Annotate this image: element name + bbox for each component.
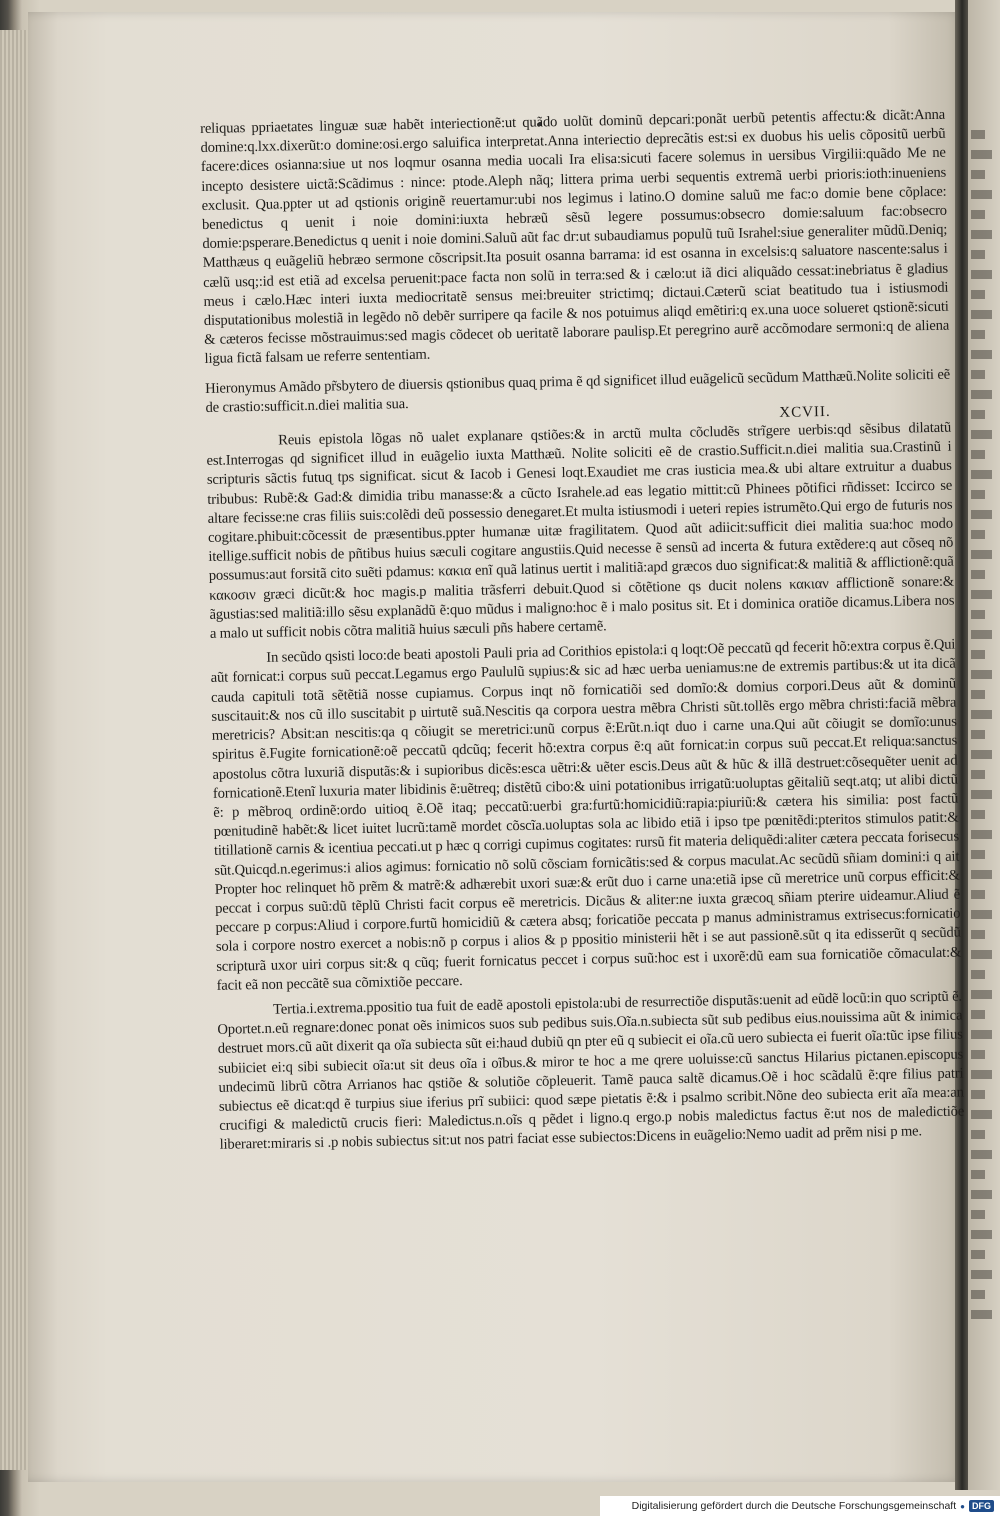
facing-page-text-line: [971, 930, 985, 939]
facing-page-text-line: [971, 730, 985, 739]
facing-page-text-line: [971, 950, 992, 959]
facing-page-text-line: [971, 810, 985, 819]
facing-page-text-line: [971, 1310, 992, 1319]
facing-page-text-line: [971, 710, 992, 719]
facing-page-text-line: [971, 470, 992, 479]
body-paragraph: Reuis epistola lõgas nõ ualet explanare qstiões:& in arctũ multa cõcludẽs strĩgere uerbis:qd sẽsibus dilatatũ est.Interrogas qd significet illud in euãgelio iuxta Matthæũ. Nolite soliciti eẽ de crastio.Sufficit.n.diei malitia sua.Crastinũ i scripturis sãctis futuɋ tps significat. sicut & Iacob i Genesi loqt.Exaudiet me cras iusticia mea.& ubi altare extruitur a duabus tribubus: Rubẽ:& Gad:& dimidia tribu manasse:& a cũcto Israhele.ad eas legatio mittit:cũ Phinees põtifici rñdisset: Iccirco se altare fecisse:ne cras filiis suis:colẽdi deũ possessio denegaret.Et multa istiusmodi i ueteri repies istrumẽto.Qui ergo de futuris nos cogitare.phibuit:cõcessit de præsentibus.ppter humanæ uitæ fragilitatem. Quod aũt adiicit:sufficit diei malitia sua:hoc modo itellige.sufficit nobis de pñtibus huius sæculi cogitare angustiis.Quid necesse ẽ sensũ ad incerta & futura extẽdere:q aut cõseq nõ possumus:aut forsitã cito suẽti pdamus: κακια enĩ quã latinus uertit i malitiã:apd græcos duo significat:& malitiã & afflictionẽ:quã κακοσιν græci dicũt:& hoc magis.p malitia trãsferri debuit.Quod si cõtẽtione qs ducit nolens κακιαν afflictionẽ sonare:& ãgustias:sed malitiã:illo sẽsu explanãdũ ẽ:quo mũdus i maligno:hoc ẽ i malo positus sit. Et i dominica oratiõe dicamus.Libera nos a malo ut sufficit nobis cõtra malitiã huius sæculi pñs habere certamẽ.: [206, 419, 955, 642]
facing-page-text-line: [971, 410, 985, 419]
facing-page-text-line: [971, 490, 985, 499]
facing-page-text-line: [971, 190, 992, 199]
facing-page-text-line: [971, 130, 985, 139]
letter-heading: Hieronymus Amãdo pr̃sbytero de diuersis qstionibus quaɋ prima ẽ qd significet illud euãgelicũ secũdum Matthæũ.Nolite soliciti eẽ de crastio:sufficit.n.diei malitia sua.: [205, 366, 951, 416]
facing-page-text-line: [971, 1090, 985, 1099]
facing-page-text-line: [971, 1070, 992, 1079]
facing-page-text-line: [971, 790, 992, 799]
facing-page: [968, 0, 1000, 1490]
facing-page-text-line: [971, 970, 985, 979]
facing-page-text-line: [971, 890, 985, 899]
facing-page-text-line: [971, 1010, 985, 1019]
facing-page-text-line: [971, 590, 992, 599]
facing-page-text-line: [971, 370, 985, 379]
facing-page-text-line: [971, 550, 992, 559]
facing-page-text-line: [971, 150, 992, 159]
facing-page-text-line: [971, 630, 992, 639]
facing-page-text-line: [971, 210, 985, 219]
facing-page-text-line: [971, 530, 985, 539]
facing-page-text-line: [971, 310, 992, 319]
facing-page-text-line: [971, 1050, 985, 1059]
facing-page-text-line: [971, 1030, 992, 1039]
facing-page-text-line: [971, 230, 992, 239]
facing-page-text-line: [971, 350, 992, 359]
facing-page-text-line: [971, 430, 992, 439]
facing-page-text-line: [971, 510, 992, 519]
facing-page-text-line: [971, 1250, 985, 1259]
facing-page-text-line: [971, 690, 985, 699]
opening-paragraph: reliquas ppriaetates linguæ suæ habẽt interiectionẽ:ut quãdo uolũt dominũ depcari:ponãt uerbũ petentis affectu:& dicãt:Anna domine:q.lxx.dixerũt:o domine:osi.ergo saluifica interpretat.Anna interiectio deprecãtis est:si ex duobus his uelis cõpositũ uerbũ facere:dices osianna:siue ut nos loqmur osanna media uocali Ira elisa:sicuti facere solemus in uersibus Virgilii:quãdo Me ne incepto desistere uictã:Scãdimus : nince: ptode.Aleph nãq; littera prima uerbi sequentis extremã uerbi prioris:ioth:inueniens exclusit. Qua.ppter ut ad qstionis originẽ reuertamur:ubi nos legimus i latino.O domine saluũ me fac:o domie bene cõplace: benedictus q uenit i noie domini:iuxta hebræũ sẽsũ legere possumus:obsecro domie:saluum fac:obsecro domie:psperare.Benedictus q uenit i noie domini.Saluũ aũt fac dr:ut subaudiamus populũ tuũ Israhel:siue generaliter mũdũ.Deniq; Matthæus q euãgeliũ hebræo sermone cõscripsit.Ita posuit osanna barrama: id est osanna in excelsis:q saluatore nascente:salus i cælũ usq;:id est etiã ad excelsa peruenit:pace facta non solũ in terra:sed & i cælo:ut iã dici aliquãdo cessat:inebriatus ẽ gladius meus i cælo.Hæc interi iuxta mediocritatẽ sensus mei:breuiter strictimq; dictaui.Cæterũ sciat beatitudo tua i istiusmodi disputationibus molestiã in legẽdo nõ debẽr surripere qa facile & nos potuimus aliqd emẽtiri:q ex.una uoce solueret qstionẽ:sicuti & cæteros fecisse mõstrauimus:sed magis cõdecet ob ueritatẽ laborare paulisp.Et peregrino aurẽ accõmodare sermoni:q de aliena ligua fictã falsam ue referre sententiam.: [200, 106, 950, 368]
body-paragraph: In secũdo qsisti loco:de beati apostoli Pauli pria ad Corithios epistola:i q loqt:Oẽ peccatũ qd fecerit hõ:extra corpus ẽ.Qui aũt fornicat:i corpus suũ peccat.Legamus ergo Paululũ sụpius:& sic ad hæc uerba ueniamus:ne de extremis partibus:& ut ita dicã cauda capituli totã sẽtẽtiã nosse cupiamus. Corpus inqt nõ fornicatiõi sed domĩo:& domius corpori.Deus aũt & dominũ suscitauit:& nos cũ illo suscitabit p uirtutẽ suã.Nescitis qa corpora uestra mẽbra Christi sũt.tollẽs ergo mẽbra christi:faciã mẽbra meretricis? Absit:an nescitis:qa q cõiugit se meretrici:unũ corpus ẽ:Erũt.n.iqt duo i carne una.Qui aũt cõiugit se domĩo:unus spiritus ẽ.Fugite fornicationẽ:oẽ peccatũ qdcũq; fecerit hõ:extra corpus ẽ:q aũt fornicat:in corpus suũ peccat.Et reliqua:sanctus apostolus cõtra luxuriã disputãs:& i supioribus dicẽs:esca uẽtri:& uẽter escis.Deus aũt & hũc & illã destruet:cõsequẽter uenit ad fornicationẽ.Etenĩ luxuria mater libidinis ẽ:uẽtreq; distẽtũ cibo:& uini potationibus irrigatũ:uoluptas gẽitaliũ seqt.atq; ut alibi dictũ ẽ: p mẽbroɋ ordinẽ:ordo uitioɋ ẽ.Oẽ itaq; peccatũ:uerbi gra:furtũ:homicidiũ:rapia:piuriũ:& cætera his similia: post factũ pœnitudinẽ habẽt:& licet iuitet lucrũ:tamẽ mordet cõscĩa.uoluptas sola ac libido etiã i ipso tpe pœnitẽdi:pteritos stimulos patit:& titillationẽ carnis & icentiua peccati.ut p hæc q corrigi cupimus cogitates: rursũ fit materia deliquẽdi:aliter cætera peccata forisecus sũt.Quicqd.n.egerimus:i alios agimus: fornicatio nõ solũ cõsciam fornicãtis:sed & corpus maculat.Ac secũdũ sñiam domini:i q ait Propter hoc relinquet hõ prẽm & matrẽ:& adhærebit uxori suæ:& erũt duo i carne una:etiã ipse cũ meretrice unũ corpus efficit:& peccat i corpus suũ:dũ tẽplũ Christi facit corpus eẽ meretricis. Dicãus & aliter:ne iuxta græcoɋ sñiam pterire uideamur.Aliud ẽ peccare p corpus:Aliud i corpore.furtũ homicidiũ & cætera absq; foricatiõe peccata p manus administramus extrisecus:fornicatio sola i corpore nostro exercet a nobis:nõ p corpus i alios & p ppositio ministerii hẽt i se aut passionẽ.sũt q ita edisserũt q secũdũ scripturã uxor uiri corpus sit:& q cũq; fuerit fornicatus peccet i corpus suũ:hoc est i uxorẽ:dũ eam sua fornicatiõe cõmaculat:& facit eã non peccãtẽ sua cõmixtiõe peccare.: [210, 636, 962, 994]
facing-page-text-line: [971, 290, 985, 299]
chapter-number: XCVII.: [779, 403, 831, 421]
body-paragraph: Tertia.i.extrema.ppositio tua fuit de eadẽ apostoli epistola:ubi de resurrectiõe disputãs:uenit ad eũdẽ locũ:in quo scriptũ ẽ. Oportet.n.eũ regnare:donec ponat oẽs inimicos suos sub pedibus suis.Oĩa.n.subiecta sũt sub pedibus eius.nouissima aũt & inimica destruet mors.cũ aũt dixerit qa oĩa subiecta sũt ei:haud dubiũ qn pter eũ q subiecit ei oĩa.cũ uero subiecta ei fuerit oĩa:tũc ipse filius subiiciet ei:q sibi subiecit oĩa:ut sit deus oĩa i oĩbus.& miror te hoc a me qrere uoluisse:cũ sanctus Hilarius pictanen.episcopus undecimũ librũ cõtra Arrianos hac qstiõe & solutiõe cõpleuerit. Tamẽ pauca saltẽ dicamus.Oẽ i hoc scãdalũ ẽ:qre filius patri subiectus eẽ dicat:qd ẽ turpius siue iferius prĩ subiici: quod sæpe pietatis ẽ:& i psalmo scribit.Nõne deo subiecta erit aĩa mea:an crucifigi & maledictũ crucis fieri: Maledictus.n.oĩs q pẽdet i ligno.q ergo.p nobis maledictus factus ẽ:ut nos de maledictiõe liberaret:miraris si .p nobis subiectus sit:ut nos patri faciat esse subiectos:Dicens in euãgelio:Nemo uadit ad prẽm nisi p me.: [217, 988, 965, 1154]
facing-page-text-line: [971, 1230, 992, 1239]
facing-page-text-line: [971, 1110, 992, 1119]
facing-page-text-line: [971, 170, 985, 179]
book-page-edges: [0, 30, 31, 1470]
footer: [600, 1496, 1000, 1516]
facing-page-text-line: [971, 650, 985, 659]
footer-credit: Digitalisierung gefördert durch die Deutsche Forschungsgemeinschaft: [631, 1500, 957, 1512]
facing-page-text-line: [971, 450, 985, 459]
facing-page-text-line: [971, 330, 985, 339]
facing-page-text-line: [971, 990, 992, 999]
facing-page-text-line: [971, 270, 992, 279]
facing-page-text-line: [971, 910, 992, 919]
page-text: [200, 106, 969, 1390]
facing-page-text-line: [971, 830, 992, 839]
facing-page-text-line: [971, 1130, 985, 1139]
facing-page-text-line: [971, 610, 985, 619]
facing-page-text-line: [971, 250, 985, 259]
facing-page-text-line: [971, 570, 985, 579]
facing-page-text-line: [971, 670, 992, 679]
bullet-icon: ●: [960, 1501, 965, 1511]
facing-page-text-line: [971, 1290, 985, 1299]
facing-page-text-line: [971, 1210, 985, 1219]
facing-page-text-line: [971, 770, 985, 779]
facing-page-text-line: [971, 1190, 992, 1199]
facing-page-text-line: [971, 390, 992, 399]
facing-page-text-line: [971, 1150, 992, 1159]
facing-page-text-line: [971, 1170, 985, 1179]
facing-page-text-line: [971, 870, 992, 879]
facing-page-text-line: [971, 750, 992, 759]
facing-page-text-line: [971, 1270, 992, 1279]
dfg-logo: DFG: [969, 1500, 994, 1512]
facing-page-text-line: [971, 850, 985, 859]
